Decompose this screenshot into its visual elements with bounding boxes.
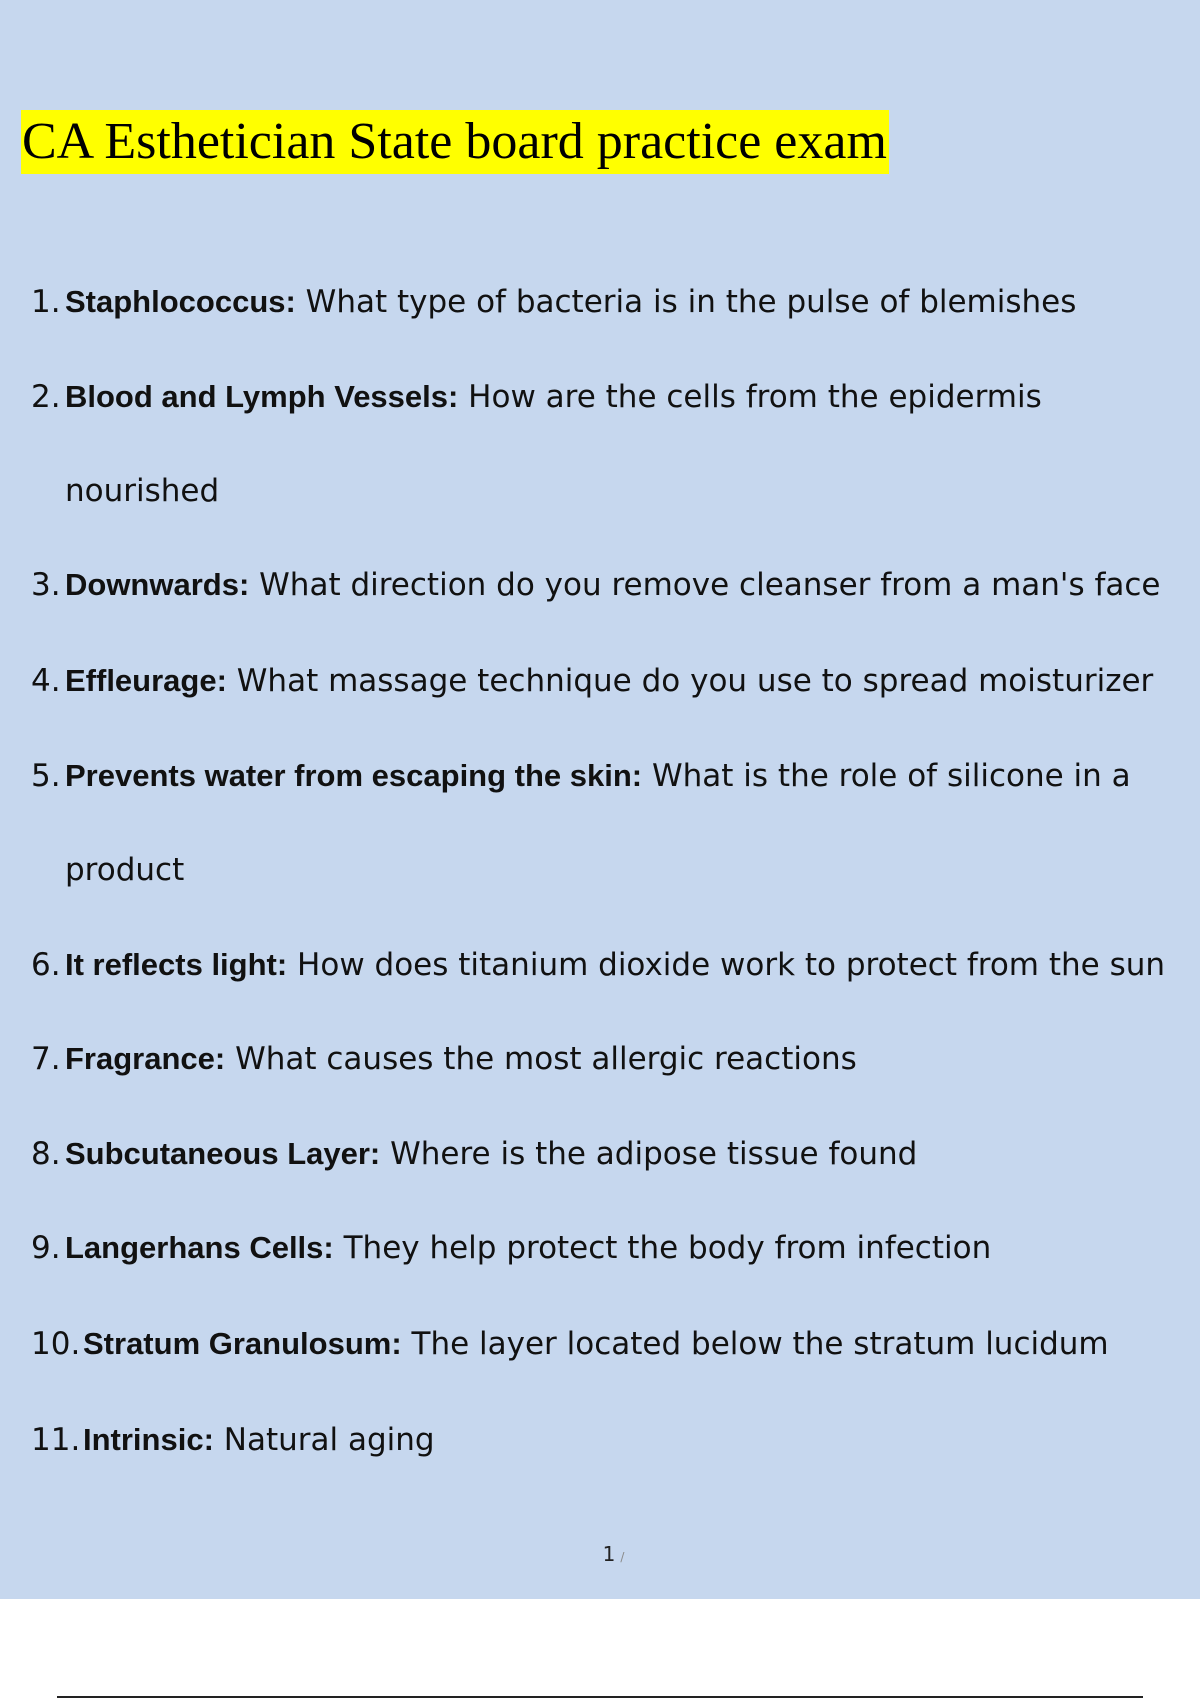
item-term: Stratum Granulosum: xyxy=(83,1326,402,1361)
list-item xyxy=(0,1223,1200,1273)
item-number: 1. xyxy=(31,284,61,320)
item-body xyxy=(83,1319,1109,1369)
item-number: 8. xyxy=(31,1136,61,1172)
item-text: How does titanium dioxide work to protect from the sun xyxy=(287,947,1166,983)
item-number: 10. xyxy=(31,1326,81,1362)
item-term: Staphlococcus: xyxy=(65,284,296,319)
item-text: How are the cells from the epidermis xyxy=(458,379,1042,415)
list-item xyxy=(0,1415,1200,1465)
item-term: Intrinsic: xyxy=(83,1422,214,1457)
item-number: 9. xyxy=(31,1230,61,1266)
list-item xyxy=(0,277,1200,327)
item-text: What type of bacteria is in the pulse of blemishes xyxy=(295,284,1077,320)
item-number: 7. xyxy=(31,1041,61,1077)
list-item-continuation: product xyxy=(65,852,185,888)
item-body xyxy=(65,940,1165,990)
item-term: Langerhans Cells: xyxy=(65,1230,334,1265)
list-item xyxy=(0,1034,1200,1084)
item-body xyxy=(65,372,1042,422)
item-term: Blood and Lymph Vessels: xyxy=(65,379,459,414)
list-item-continuation: nourished xyxy=(65,473,220,509)
item-body xyxy=(65,560,1160,610)
item-text: What causes the most allergic reactions xyxy=(225,1041,857,1077)
item-text: What is the role of silicone in a xyxy=(642,758,1131,794)
item-number: 3. xyxy=(31,567,61,603)
item-number: 5. xyxy=(31,758,61,794)
item-number: 4. xyxy=(31,663,61,699)
list-item xyxy=(0,940,1200,990)
list-item xyxy=(0,1129,1200,1179)
item-term: Subcutaneous Layer: xyxy=(65,1136,381,1171)
item-term: Prevents water from escaping the skin: xyxy=(65,758,643,793)
list-item xyxy=(0,1319,1200,1369)
item-text: The layer located below the stratum lucidum xyxy=(401,1326,1109,1362)
page-number-separator: / xyxy=(620,1550,625,1564)
item-text: What direction do you remove cleanser from a man's face xyxy=(249,567,1161,603)
item-body xyxy=(65,656,1153,706)
item-body xyxy=(65,1129,917,1179)
document-title: CA Esthetician State board practice exam xyxy=(21,110,889,174)
page-number xyxy=(0,1540,1200,1571)
item-text: What massage technique do you use to spread moisturizer xyxy=(226,663,1154,699)
item-number: 6. xyxy=(31,947,61,983)
list-item xyxy=(0,560,1200,610)
item-text: Where is the adipose tissue found xyxy=(380,1136,918,1172)
item-term: Effleurage: xyxy=(65,663,227,698)
item-term: Fragrance: xyxy=(65,1041,226,1076)
item-number: 11. xyxy=(31,1422,81,1458)
item-body xyxy=(65,1223,991,1273)
item-body xyxy=(65,277,1076,327)
page-number-value: 1 xyxy=(602,1542,616,1566)
item-body xyxy=(65,751,1131,801)
item-number: 2. xyxy=(31,379,61,415)
item-text: Natural aging xyxy=(213,1422,435,1458)
list-item xyxy=(0,372,1200,422)
item-term: It reflects light: xyxy=(65,947,288,982)
item-body xyxy=(65,1034,857,1084)
item-text: They help protect the body from infection xyxy=(333,1230,992,1266)
item-term: Downwards: xyxy=(65,567,250,602)
footer-divider xyxy=(57,1696,1143,1698)
list-item xyxy=(0,656,1200,706)
list-item xyxy=(0,751,1200,801)
item-body xyxy=(83,1415,435,1465)
